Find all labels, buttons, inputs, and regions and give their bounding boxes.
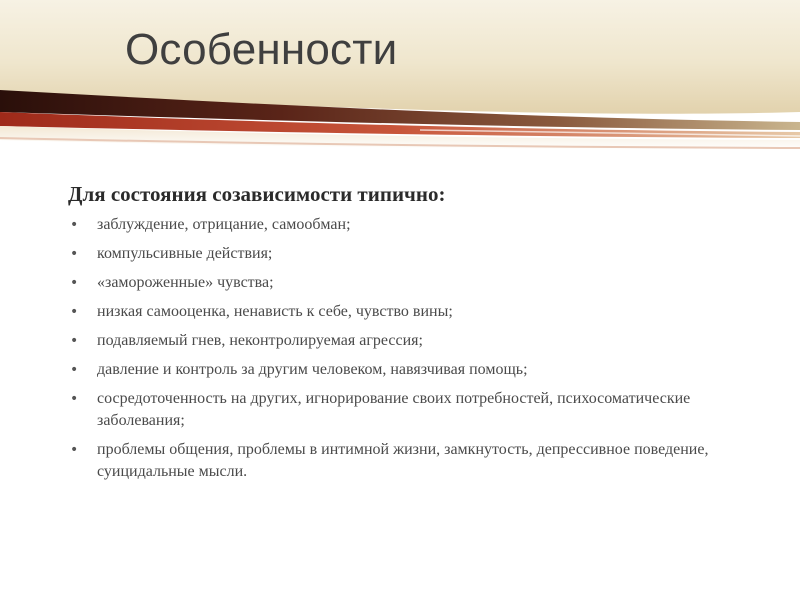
list-item <box>68 388 768 432</box>
list-item <box>68 359 768 381</box>
bullet-icon: • <box>70 275 79 291</box>
list-item <box>68 243 768 265</box>
bullet-icon: • <box>70 442 79 458</box>
bullet-icon: • <box>70 391 79 407</box>
bullet-list <box>68 214 768 483</box>
list-item <box>68 330 768 352</box>
bullet-icon: • <box>70 304 79 320</box>
list-item-text: проблемы общения, проблемы в интимной жизни, замкнутость, депрессивное поведение, суицидальные мысли. <box>97 441 709 480</box>
list-item-text: сосредоточенность на других, игнорирование своих потребностей, психосоматические заболевания; <box>97 390 691 429</box>
list-item <box>68 214 768 236</box>
list-item <box>68 301 768 323</box>
header-band-graphic <box>0 0 800 170</box>
slide-title: Особенности <box>125 25 398 74</box>
list-item <box>68 439 768 483</box>
content-area <box>68 178 768 490</box>
bullet-icon: • <box>70 246 79 262</box>
decorative-header-band <box>0 0 800 170</box>
list-item-text: заблуждение, отрицание, самообман; <box>97 216 351 233</box>
bullet-icon: • <box>70 362 79 378</box>
bullet-icon: • <box>70 333 79 349</box>
list-item-text: подавляемый гнев, неконтролируемая агрессия; <box>97 332 423 349</box>
list-item <box>68 272 768 294</box>
list-item-text: компульсивные действия; <box>97 245 273 262</box>
list-item-text: низкая самооценка, ненависть к себе, чувство вины; <box>97 303 453 320</box>
content-heading: Для состояния созависимости типично: <box>68 182 446 206</box>
list-item-text: давление и контроль за другим человеком, навязчивая помощь; <box>97 361 528 378</box>
bullet-icon: • <box>70 217 79 233</box>
list-item-text: «замороженные» чувства; <box>97 274 274 291</box>
